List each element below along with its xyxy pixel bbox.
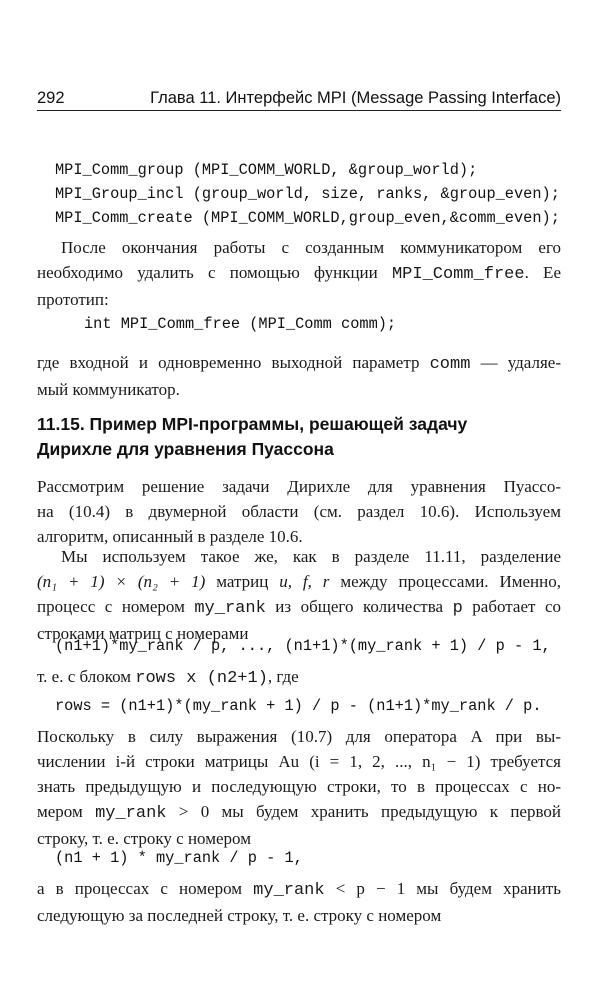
header-rule <box>37 110 561 111</box>
code-prototype: int MPI_Comm_free (MPI_Comm comm); <box>84 315 397 333</box>
section-heading <box>37 412 561 462</box>
paragraph-next-row <box>37 876 561 928</box>
text-line: алгоритм, описанный в разделе 10.6. <box>37 527 303 546</box>
text-line: следующую за последней строку, т. е. строку с номером <box>37 906 442 925</box>
text-line: Мы используем такое же, как в разделе 11.11, разделение <box>61 547 561 566</box>
text-line: мый коммуникатор. <box>37 380 180 399</box>
text-line: Рассмотрим решение задачи Дирихле для уравнения Пуассо- <box>37 477 561 496</box>
text-line: мером my_rank > 0 мы будем хранить предыдущую к первой <box>37 802 561 823</box>
text-line: строками матриц с номерами <box>37 624 249 643</box>
code-rows-formula: rows = (n1+1)*(my_rank + 1) / p - (n1+1)*my_rank / p. <box>55 697 542 715</box>
text-line: После окончания работы с созданным коммуникатором его <box>61 238 561 257</box>
chapter-title: Глава 11. Интерфейс MPI (Message Passing Interface) <box>150 89 561 107</box>
text-line: (n₁ + 1) × (n₂ + 1) матриц u, f, r между процессами. Именно, <box>37 572 561 591</box>
text-line: знать предыдущую и последующую строки, то в процессах с но- <box>37 777 561 796</box>
text-line: т. е. с блоком rows x (n2+1), где <box>37 667 299 688</box>
text-line: числении i-й строки матрицы Au (i = 1, 2, ..., n₁ − 1) требуется <box>37 752 561 771</box>
code-line: MPI_Group_incl (group_world, size, ranks, &group_even); <box>55 185 560 203</box>
text-line: а в процессах с номером my_rank < p − 1 мы будем хранить <box>37 879 561 900</box>
paragraph-intro <box>37 474 561 549</box>
text-line: процесс с номером my_rank из общего количества p работает со <box>37 597 561 618</box>
text-line: прототип: <box>37 290 109 309</box>
code-line: MPI_Comm_group (MPI_COMM_WORLD, &group_world); <box>55 161 478 179</box>
running-head <box>37 86 561 108</box>
paragraph-partition <box>37 544 561 646</box>
heading-line: Дирихле для уравнения Пуассона <box>37 439 334 459</box>
paragraph-comm-param <box>37 350 561 402</box>
heading-line: 11.15. Пример MPI-программы, решающей задачу <box>37 414 468 434</box>
code-rows-range: (n1+1)*my_rank / p, ..., (n1+1)*(my_rank + 1) / p - 1, <box>55 637 551 655</box>
text-line: необходимо удалить с помощью функции MPI_Comm_free. Ее <box>37 263 561 284</box>
code-prev-row: (n1 + 1) * my_rank / p - 1, <box>55 849 303 867</box>
paragraph-neighbor-rows <box>37 724 561 851</box>
code-block-comm-create <box>55 158 560 230</box>
text-line: строку, т. е. строку с номером <box>37 829 251 848</box>
page-number: 292 <box>37 89 65 107</box>
paragraph-comm-free <box>37 235 561 312</box>
paragraph-block <box>37 664 561 691</box>
code-line: MPI_Comm_create (MPI_COMM_WORLD,group_even,&comm_even); <box>55 209 560 227</box>
text-line: на (10.4) в двумерной области (см. раздел 10.6). Используем <box>37 502 561 521</box>
text-line: где входной и одновременно выходной параметр comm — удаляе- <box>37 353 561 374</box>
text-line: Поскольку в силу выражения (10.7) для оператора A при вы- <box>37 727 561 746</box>
